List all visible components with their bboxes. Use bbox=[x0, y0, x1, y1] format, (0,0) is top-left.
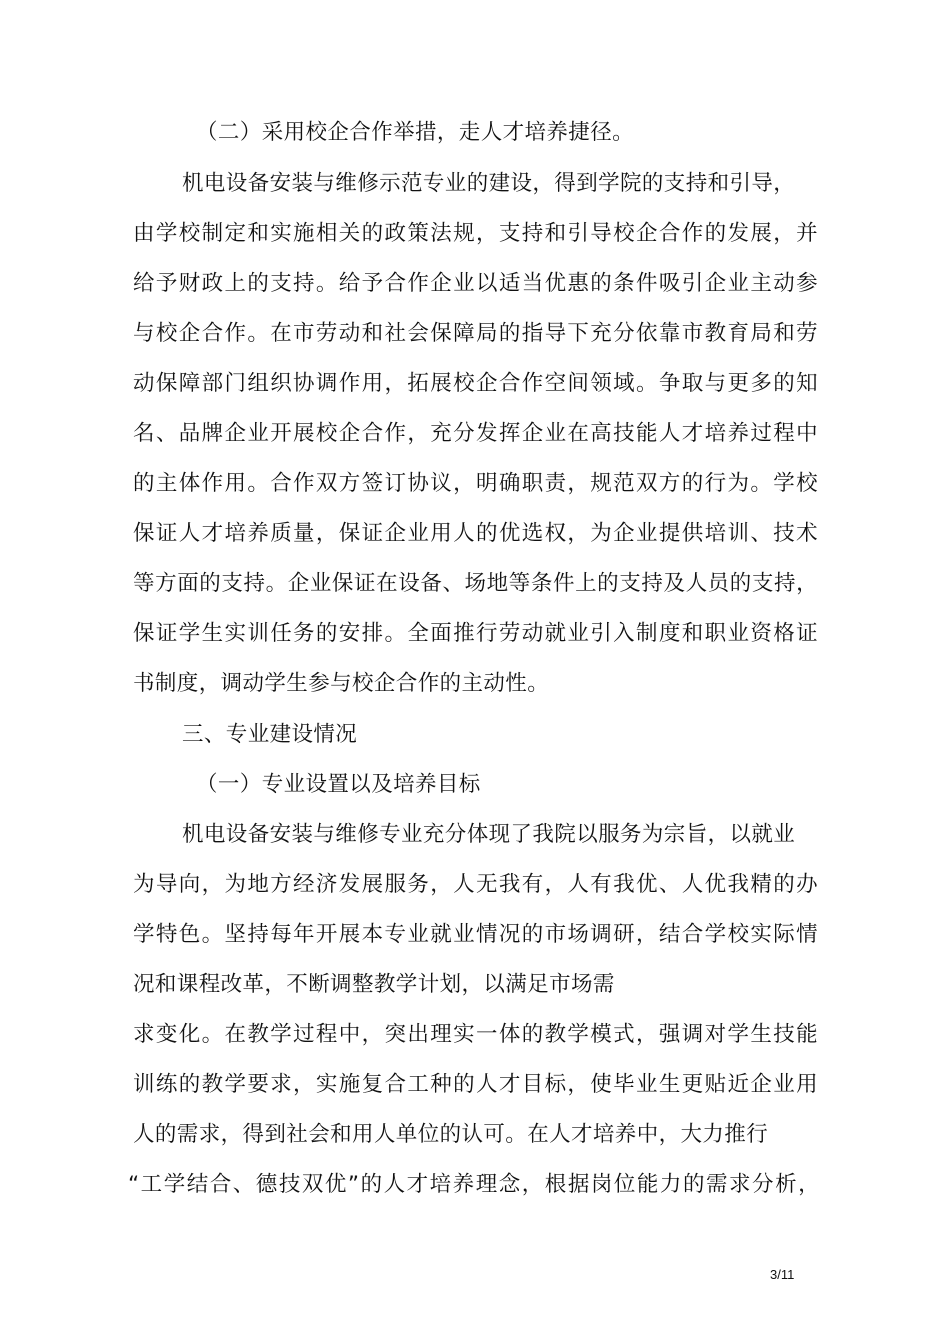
paragraph-line: 求变化。在教学过程中，突出理实一体的教学模式，强调对学生技能 bbox=[133, 1022, 818, 1047]
section-heading-3: 三、专业建设情况 bbox=[182, 722, 358, 747]
paragraph-line: 况和课程改革，不断调整教学计划，以满足市场需 bbox=[133, 972, 615, 997]
paragraph-line: 学特色。坚持每年开展本专业就业情况的市场调研，结合学校实际情 bbox=[133, 922, 818, 947]
paragraph-line: 动保障部门组织协调作用，拓展校企合作空间领域。争取与更多的知 bbox=[133, 371, 818, 396]
paragraph-line: 书制度，调动学生参与校企合作的主动性。 bbox=[133, 671, 550, 696]
paragraph-line: 与校企合作。在市劳动和社会保障局的指导下充分依靠市教育局和劳 bbox=[133, 321, 818, 346]
paragraph-line: 保证人才培养质量，保证企业用人的优选权，为企业提供培训、技术 bbox=[133, 521, 818, 546]
paragraph-line: 给予财政上的支持。给予合作企业以适当优惠的条件吸引企业主动参 bbox=[133, 271, 818, 296]
paragraph-line: 为导向，为地方经济发展服务，人无我有，人有我优、人优我精的办 bbox=[133, 872, 818, 897]
paragraph-line: 训练的教学要求，实施复合工种的人才目标，使毕业生更贴近企业用 bbox=[133, 1072, 818, 1097]
paragraph-line: 等方面的支持。企业保证在设备、场地等条件上的支持及人员的支持， bbox=[133, 571, 818, 596]
paragraph-line: 机电设备安装与维修示范专业的建设，得到学院的支持和引导， bbox=[182, 171, 796, 196]
paragraph-line: 由学校制定和实施相关的政策法规，支持和引导校企合作的发展，并 bbox=[133, 221, 818, 246]
paragraph-line: 机电设备安装与维修专业充分体现了我院以服务为宗旨，以就业 bbox=[182, 822, 796, 847]
section-heading-2: （二）采用校企合作举措，走人才培养捷径。 bbox=[196, 120, 635, 145]
paragraph-line: 的主体作用。合作双方签订协议，明确职责，规范双方的行为。学校 bbox=[133, 471, 818, 496]
paragraph-line: 人的需求，得到社会和用人单位的认可。在人才培养中，大力推行 bbox=[133, 1122, 769, 1147]
paragraph-line: 名、品牌企业开展校企合作，充分发挥企业在高技能人才培养过程中 bbox=[133, 421, 818, 446]
paragraph-line: “工学结合、德技双优”的人才培养理念，根据岗位能力的需求分析， bbox=[128, 1172, 820, 1197]
page-number: 3/11 bbox=[770, 1267, 795, 1282]
paragraph-line: 保证学生实训任务的安排。全面推行劳动就业引入制度和职业资格证 bbox=[133, 621, 818, 646]
subsection-heading-1: （一）专业设置以及培养目标 bbox=[196, 772, 481, 797]
